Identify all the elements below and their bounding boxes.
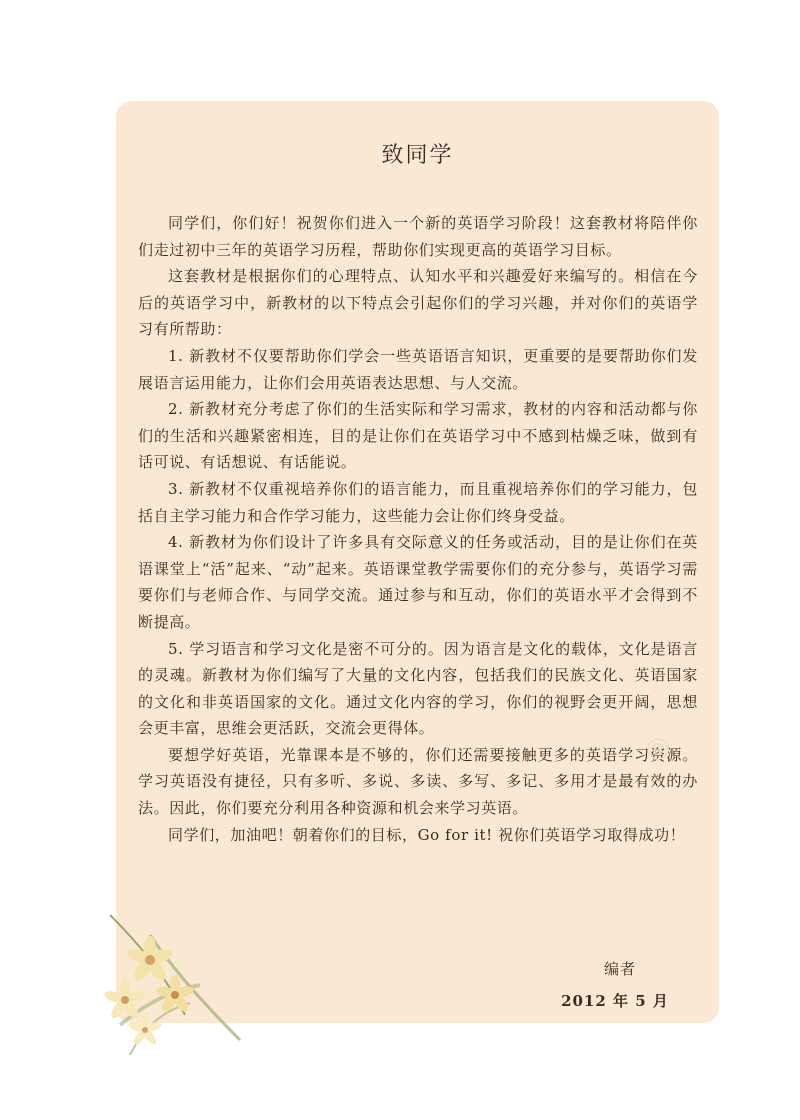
signature-date: 2012 年 5 月 (561, 992, 669, 1010)
paragraph-point-4: 4. 新教材为你们设计了许多具有交际意义的任务或活动，目的是让你们在英语课堂上“活”起来、“动”起来。英语课堂教学需要你们的充分参与，英语学习需要你们与老师合作、与同学交流。通过参与和互动，你们的英语水平才会得到不断提高。 (138, 533, 698, 631)
registered-mark-icon (646, 737, 670, 761)
paragraph-resources: 要想学好英语，光靠课本是不够的，你们还需要接触更多的英语学习资源。学习英语没有捷径，只有多听、多说、多读、多写、多记、多用才是最有效的办法。因此，你们要充分利用各种资源和机会来学习英语。 (138, 745, 698, 818)
signature-author: 编者 (603, 960, 636, 978)
paragraph-point-3: 3. 新教材不仅重视培养你们的语言能力，而且重视培养你们的学习能力，包括自主学习能力和合作学习能力，这些能力会让你们终身受益。 (138, 479, 698, 525)
paragraph-intro: 这套教材是根据你们的心理特点、认知水平和兴趣爱好来编写的。相信在今后的英语学习中，新教材的以下特点会引起你们的学习兴趣，并对你们的英语学习有所帮助： (138, 267, 698, 339)
paragraph-point-2: 2. 新教材充分考虑了你们的生活实际和学习需求，教材的内容和活动都与你们的生活和兴趣紧密相连，目的是让你们在英语学习中不感到枯燥乏味，做到有话可说、有话想说、有话能说。 (138, 400, 698, 472)
page-title: 致同学 (381, 143, 454, 168)
paragraph-point-1: 1. 新教材不仅要帮助你们学会一些英语语言知识，更重要的是要帮助你们发展语言运用能力，让你们会用英语表达思想、与人交流。 (138, 346, 698, 392)
orchid-flower-icon (90, 905, 260, 1055)
letter-body (138, 210, 698, 848)
paragraph-closing: 同学们，加油吧！朝着你们的目标，Go for it! 祝你们英语学习取得成功！ (168, 825, 686, 844)
paragraph-point-5: 5. 学习语言和学习文化是密不可分的。因为语言是文化的载体，文化是语言的灵魂。新教材为你们编写了大量的文化内容，包括我们的民族文化、英语国家的文化和非英语国家的文化。通过文化内容的学习，你们的视野会更开阔，思想会更丰富，思维会更活跃，交流会更得体。 (138, 639, 698, 738)
paragraph-greeting: 同学们，你们好！祝贺你们进入一个新的英语学习阶段！这套教材将陪伴你们走过初中三年的英语学习历程，帮助你们实现更高的英语学习目标。 (138, 214, 698, 259)
